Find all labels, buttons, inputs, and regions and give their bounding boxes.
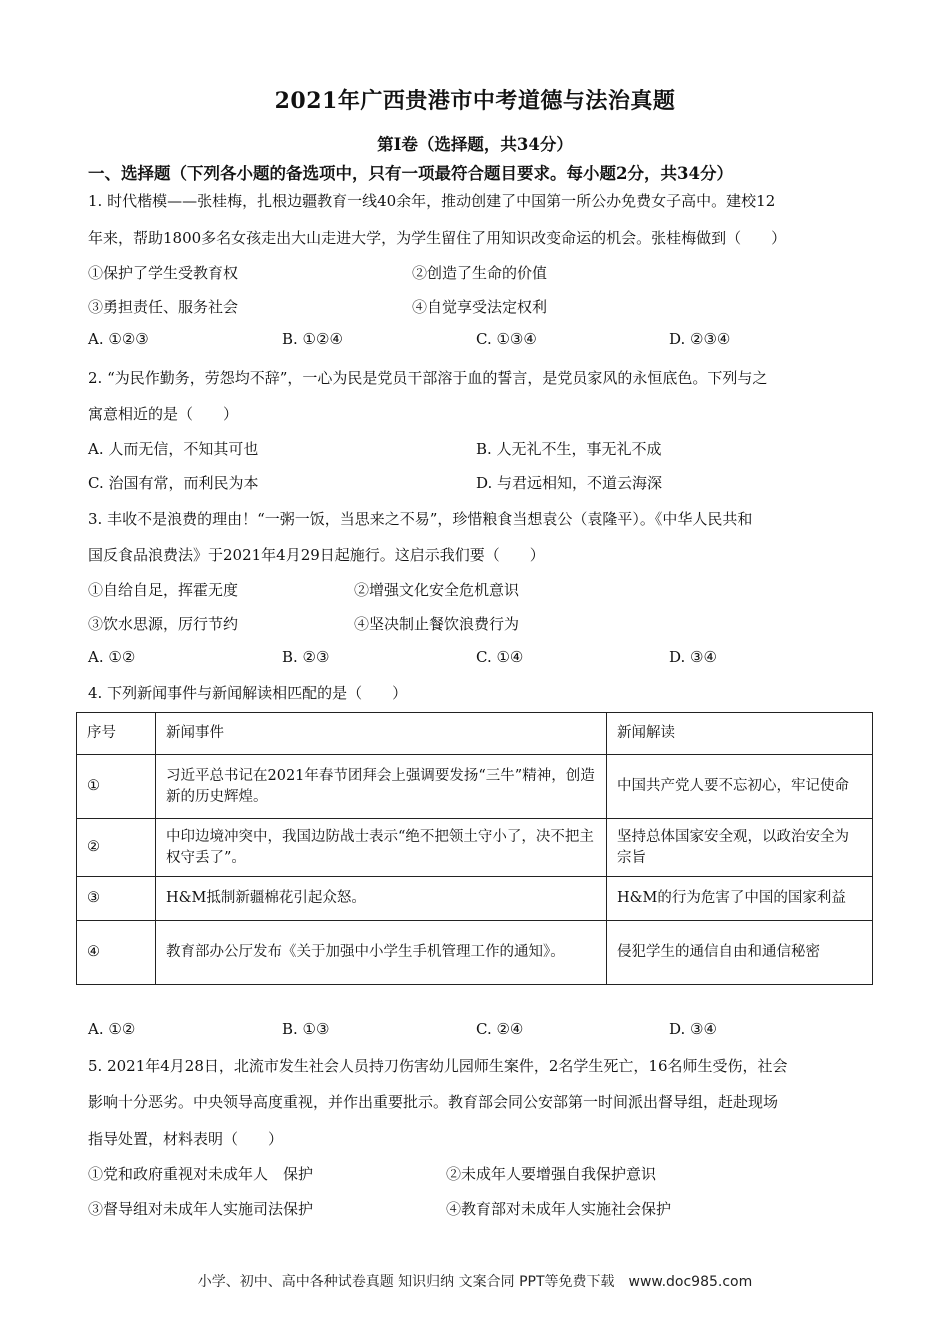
q1-item-2: ②创造了生命的价值 <box>412 264 548 282</box>
footer-watermark: 小学、初中、高中各种试卷真题 知识归纳 文案合同 PPT等免费下载 www.doc985.com <box>197 1274 753 1290</box>
q3-stem-line-1: 3. 丰收不是浪费的理由！“一粥一饭，当思来之不易”，珍惜粮食当想袁公（袁隆平）。《中华人民共和 <box>88 510 753 528</box>
table-cell: H&M的行为危害了中国的国家利益 <box>607 877 873 921</box>
q1-item-3: ③勇担责任、服务社会 <box>88 298 239 316</box>
q3-stem-line-2: 国反食品浪费法》于2021年4月29日起施行。这启示我们要（ ） <box>88 546 545 564</box>
table-cell: 教育部办公厅发布《关于加强中小学生手机管理工作的通知》。 <box>156 921 607 985</box>
page-title: 2021年广西贵港市中考道德与法治真题 <box>274 88 676 114</box>
q1-item-4: ④自觉享受法定权利 <box>412 298 548 316</box>
q5-item-1: ①党和政府重视对未成年人 保护 <box>88 1165 314 1183</box>
q5-item-4: ④教育部对未成年人实施社会保护 <box>446 1200 672 1218</box>
q5-stem-line-1: 5. 2021年4月28日，北流市发生社会人员持刀伤害幼儿园师生案件，2名学生死亡，16名师生受伤，社会 <box>88 1057 788 1075</box>
table-cell: ① <box>77 755 156 819</box>
table-cell: H&M抵制新疆棉花引起众怒。 <box>156 877 607 921</box>
q4-option-b: B. ①③ <box>282 1020 330 1038</box>
q2-option-c: C. 治国有常，而利民为本 <box>88 474 259 492</box>
q4-stem: 4. 下列新闻事件与新闻解读相匹配的是（ ） <box>88 684 408 702</box>
table-cell: 坚持总体国家安全观，以政治安全为宗旨 <box>607 819 873 877</box>
q1-option-c: C. ①③④ <box>476 330 537 348</box>
q4-option-d: D. ③④ <box>669 1020 717 1038</box>
q3-item-4: ④坚决制止餐饮浪费行为 <box>354 615 520 633</box>
table-cell: 中印边境冲突中，我国边防战士表示“绝不把领土守小了，决不把主权守丢了”。 <box>156 819 607 877</box>
q5-stem-line-2: 影响十分恶劣。中央领导高度重视，并作出重要批示。教育部会同公安部第一时间派出督导组，赶赴现场 <box>88 1093 779 1111</box>
q3-option-a: A. ①② <box>88 648 136 666</box>
q1-stem-line-2: 年来，帮助1800多名女孩走出大山走进大学，为学生留住了用知识改变命运的机会。张桂梅做到（ ） <box>88 229 787 247</box>
q3-item-1: ①自给自足，挥霍无度 <box>88 581 239 599</box>
table-cell: ② <box>77 819 156 877</box>
q1-option-d: D. ②③④ <box>669 330 731 348</box>
q3-option-b: B. ②③ <box>282 648 330 666</box>
table-cell: ③ <box>77 877 156 921</box>
q2-stem-line-2: 寓意相近的是（ ） <box>88 405 239 423</box>
table-row <box>77 819 873 877</box>
q5-stem-line-3: 指导处置，材料表明（ ） <box>88 1130 284 1148</box>
table-header-cell: 新闻解读 <box>607 713 873 755</box>
table-header-row <box>77 713 873 755</box>
table-cell: ④ <box>77 921 156 985</box>
table-header-cell: 新闻事件 <box>156 713 607 755</box>
q3-item-2: ②增强文化安全危机意识 <box>354 581 520 599</box>
q2-option-a: A. 人而无信，不知其可也 <box>88 440 259 458</box>
q1-option-b: B. ①②④ <box>282 330 343 348</box>
table-cell: 习近平总书记在2021年春节团拜会上强调要发扬“三牛”精神，创造新的历史辉煌。 <box>156 755 607 819</box>
q5-item-2: ②未成年人要增强自我保护意识 <box>446 1165 657 1183</box>
q2-stem-line-1: 2. “为民作勤务，劳怨均不辞”，一心为民是党员干部溶于血的誓言，是党员家风的永恒底色。下列与之 <box>88 369 768 387</box>
q4-option-c: C. ②④ <box>476 1020 524 1038</box>
volume-subtitle: 第Ⅰ卷（选择题，共34分） <box>377 135 573 154</box>
table-row <box>77 877 873 921</box>
q4-option-a: A. ①② <box>88 1020 136 1038</box>
q5-item-3: ③督导组对未成年人实施司法保护 <box>88 1200 314 1218</box>
q1-item-1: ①保护了学生受教育权 <box>88 264 239 282</box>
table-header-cell: 序号 <box>77 713 156 755</box>
section-heading: 一、选择题（下列各小题的备选项中，只有一项最符合题目要求。每小题2分，共34分） <box>88 164 733 183</box>
q2-option-b: B. 人无礼不生，事无礼不成 <box>476 440 662 458</box>
q1-stem-line-1: 1. 时代楷模——张桂梅，扎根边疆教育一线40余年，推动创建了中国第一所公办免费女子高中。建校12 <box>88 192 776 210</box>
news-table <box>76 712 873 985</box>
q3-option-c: C. ①④ <box>476 648 524 666</box>
q1-option-a: A. ①②③ <box>88 330 149 348</box>
table-cell: 中国共产党人要不忘初心，牢记使命 <box>607 755 873 819</box>
table-row <box>77 755 873 819</box>
q2-option-d: D. 与君远相知，不道云海深 <box>476 474 663 492</box>
table-cell: 侵犯学生的通信自由和通信秘密 <box>607 921 873 985</box>
q3-option-d: D. ③④ <box>669 648 717 666</box>
q3-item-3: ③饮水思源，厉行节约 <box>88 615 239 633</box>
table-row <box>77 921 873 985</box>
